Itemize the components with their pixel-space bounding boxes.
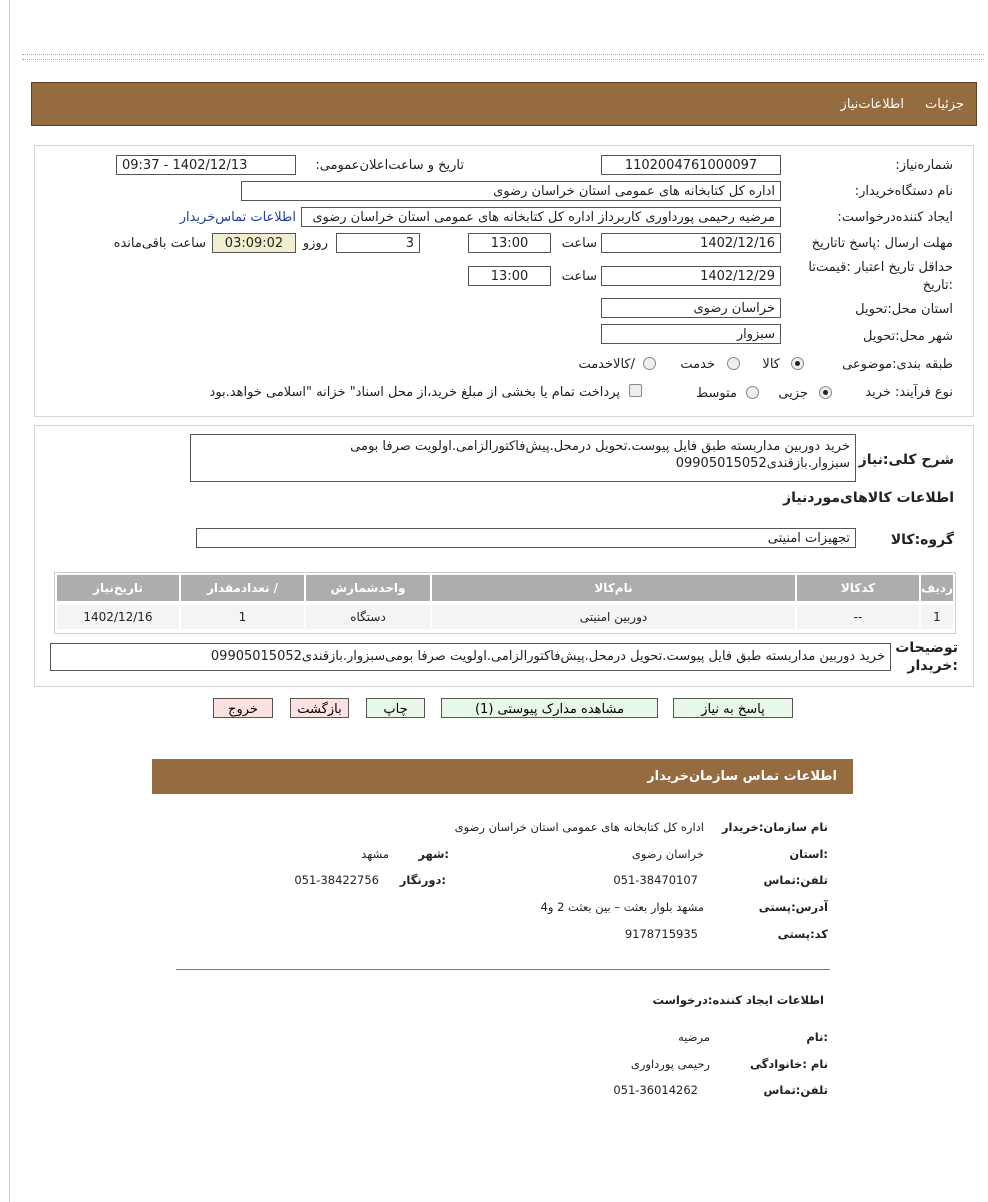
print-button[interactable]: چاپ (366, 698, 425, 718)
table-row-need-date: 1402/12/16 (57, 605, 179, 629)
creator-info-title: اطلاعات ایجاد کننده:درخواست (652, 993, 824, 1007)
col-header-row: ردیف (921, 575, 953, 601)
city-label: شهر محل:تحویل (863, 329, 953, 344)
buyer-notes-label-2: :خریدار (907, 658, 958, 674)
category-label: طبقه بندی:موضوعی (842, 357, 953, 372)
col-header-quantity: / تعدادمقدار (181, 575, 304, 601)
province-field[interactable]: خراسان رضوی (601, 298, 781, 318)
need-description-box[interactable]: خرید دوربین مداربسته طبق فایل پیوست.تحویل درمحل.پیش‌فاکتورالزامی.اولویت صرفا بومی سبزوار.بازقندی09905015052 (190, 434, 856, 482)
view-attachments-button[interactable]: مشاهده مدارک پیوستی (1) (441, 698, 658, 718)
contact-province-label: :استان (789, 847, 828, 861)
category-goods-service-label: /کالاخدمت (578, 357, 635, 372)
creator-family-value: رحیمی پورداوری (630, 1057, 710, 1071)
col-header-unit: واحدشمارش (306, 575, 430, 601)
col-header-name: نام‌کالا (432, 575, 795, 601)
contact-fax-label: :دورنگار (399, 873, 446, 887)
creator-name-label: :نام (806, 1030, 828, 1044)
validity-label: حداقل تاریخ اعتبار :قیمت‌تا (808, 260, 953, 275)
deadline-time-label: ساعت (561, 236, 597, 251)
tab-details[interactable]: جزئیات (925, 97, 964, 112)
category-service-label: خدمت (680, 357, 715, 372)
category-goods-radio[interactable] (791, 357, 804, 370)
creator-field[interactable]: مرضیه رحیمی پورداوری کاربرداز اداره کل کتابخانه های عمومی استان خراسان رضوی (301, 207, 781, 227)
goods-group-field[interactable]: تجهیزات امنیتی (196, 528, 856, 548)
need-number-label: شماره‌نیاز: (895, 158, 953, 173)
buyer-notes-field[interactable]: خرید دوربین مداربسته طبق فایل پیوست.تحویل درمحل.پیش‌فاکتورالزامی.اولویت صرفا بومی‌سبزوار.بازقندی09905015052 (50, 643, 891, 671)
category-goods-service-radio[interactable] (643, 357, 656, 370)
buyer-org-label: نام دستگاه‌خریدار: (854, 184, 953, 199)
validity-time-label: ساعت (561, 269, 597, 284)
tab-need-info[interactable]: اطلاعات‌نیاز (840, 97, 904, 112)
province-label: استان محل:تحویل (855, 302, 953, 317)
process-medium-radio[interactable] (746, 386, 759, 399)
creator-family-label: نام :خانوادگی (750, 1057, 828, 1071)
reply-to-need-button[interactable]: پاسخ به نیاز (673, 698, 793, 718)
validity-time-field[interactable]: 13:00 (468, 266, 551, 286)
col-header-code: کدکالا (797, 575, 919, 601)
creator-label: ایجاد کننده‌درخواست: (837, 210, 953, 225)
table-row-quantity: 1 (181, 605, 304, 629)
deadline-label: مهلت ارسال :پاسخ تا‌تاریخ (811, 236, 953, 251)
table-row-index: 1 (921, 605, 953, 629)
contact-city-value: مشهد (361, 847, 389, 861)
contact-postal-value: 9178715935 (624, 927, 698, 941)
remaining-time-field: 03:09:02 (212, 233, 296, 253)
contact-phone-label: تلفن:تماس (763, 873, 828, 887)
buyer-contact-title: اطلاعات تماس سازمان‌خریدار (647, 769, 837, 784)
table-row-name: دوربین امنیتی (432, 605, 795, 629)
category-service-radio[interactable] (727, 357, 740, 370)
announce-date-label: تاریخ و ساعت‌اعلان‌عمومی: (315, 158, 464, 173)
details-header-bar (31, 82, 977, 126)
validity-date-field[interactable]: 1402/12/29 (601, 266, 781, 286)
process-type-label: نوع فرآیند: خرید (865, 385, 953, 400)
creator-phone-label: تلفن:تماس (763, 1083, 828, 1097)
treasury-payment-note: پرداخت تمام یا بخشی از مبلغ خرید،از محل اسناد" خزانه "اسلامی خواهد.بود (209, 385, 620, 400)
city-field[interactable]: سبزوار (601, 324, 781, 344)
process-minor-label: جزیی (778, 386, 808, 401)
goods-group-label: گروه:کالا (890, 532, 954, 548)
contact-org-value: اداره کل کتابخانه های عمومی استان خراسان رضوی (454, 820, 704, 834)
deadline-date-field[interactable]: 1402/12/16 (601, 233, 781, 253)
buyer-contact-link[interactable]: اطلاعات تماس‌خریدار (179, 210, 296, 225)
buyer-contact-header (152, 759, 853, 794)
treasury-payment-checkbox[interactable] (629, 384, 642, 397)
category-goods-label: کالا (762, 357, 780, 372)
table-row-unit: دستگاه (306, 605, 430, 629)
need-number-field[interactable]: 1102004761000097 (601, 155, 781, 175)
buyer-notes-label: توضیحات (895, 640, 958, 656)
contact-province-value: خراسان رضوی (631, 847, 704, 861)
back-button[interactable]: بازگشت (290, 698, 349, 718)
exit-button[interactable]: خروج (213, 698, 273, 718)
contact-address-label: آدرس:پستی (758, 900, 828, 914)
creator-name-value: مرضیه (678, 1030, 710, 1044)
contact-address-value: مشهد بلوار بعثت – بین بعثت 2 و4 (540, 900, 704, 914)
top-divider (22, 54, 984, 60)
remaining-time-label: ساعت باقی‌مانده (113, 236, 206, 251)
days-field[interactable]: 3 (336, 233, 420, 253)
creator-phone-value: 051-36014262 (613, 1083, 698, 1097)
goods-info-title: اطلاعات کالاهای‌موردنیاز (783, 490, 954, 506)
process-medium-label: متوسط (696, 386, 737, 401)
contact-postal-label: کد:پستی (777, 927, 828, 941)
left-border-line (9, 0, 10, 1202)
goods-table (54, 572, 956, 634)
days-label: روزو (302, 236, 328, 251)
need-description-label: شرح کلی:نیاز (858, 452, 954, 468)
contact-fax-value: 051-38422756 (294, 873, 379, 887)
process-minor-radio[interactable] (819, 386, 832, 399)
contact-phone-value: 051-38470107 (613, 873, 698, 887)
validity-label-2: :تاریخ (922, 278, 953, 293)
contact-city-label: :شهر (418, 847, 449, 861)
deadline-time-field[interactable]: 13:00 (468, 233, 551, 253)
buyer-org-field[interactable]: اداره کل کتابخانه های عمومی استان خراسان رضوی (241, 181, 781, 201)
contact-org-label: نام سازمان:خریدار (721, 820, 828, 834)
announce-date-field[interactable]: 1402/12/13 - 09:37 (116, 155, 296, 175)
col-header-need-date: تاریخ‌نیاز (57, 575, 179, 601)
table-row-code: -- (797, 605, 919, 629)
contact-divider (176, 969, 830, 970)
